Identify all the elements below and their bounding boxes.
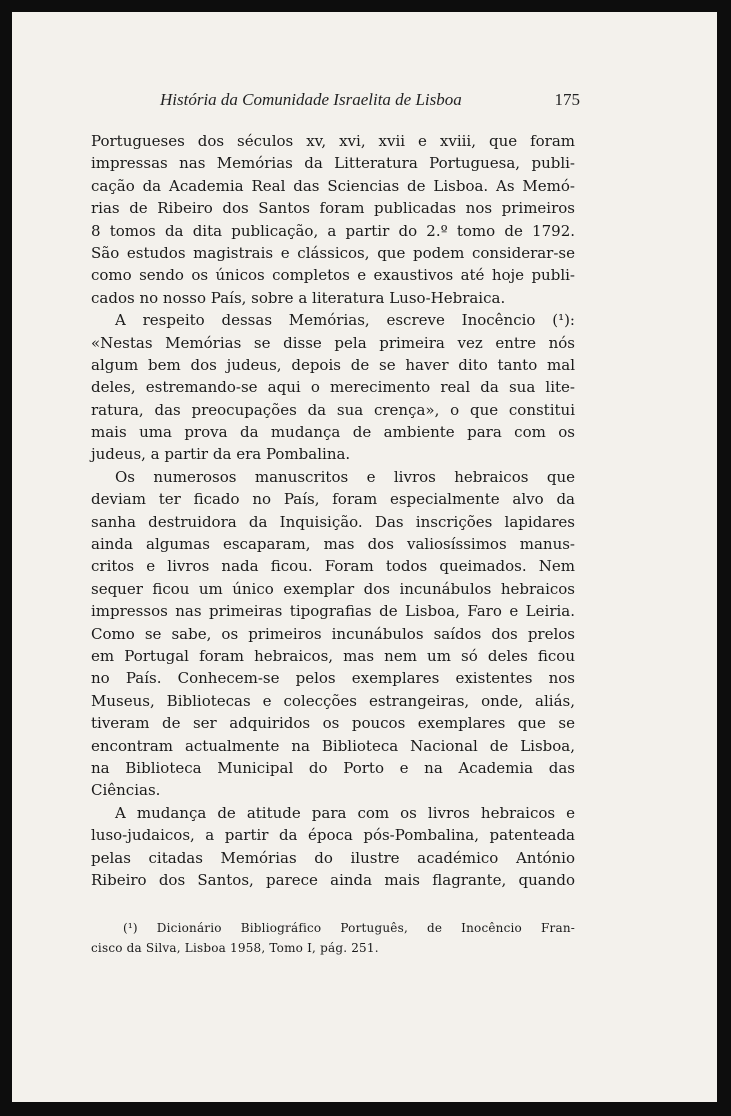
text-line: critos e livros nada ficou. Foram todos queimados. Nem [91,557,575,576]
footnote-line: cisco da Silva, Lisboa 1958, Tomo I, pág. 251. [91,941,379,955]
text-line: judeus, a partir da era Pombalina. [91,445,351,464]
text-line: deles, estremando-se aqui o merecimento real da sua lite- [91,378,575,397]
text-line: cação da Academia Real das Sciencias de Lisboa. As Memó- [91,176,575,195]
text-line: impressas nas Memórias da Litteratura Portuguesa, publi- [91,154,575,173]
text-line: «Nestas Memórias se disse pela primeira vez entre nós [91,333,575,352]
page-header [140,90,580,114]
text-line: cados no nosso País, sobre a literatura Luso-Hebraica. [91,288,506,307]
text-line: deviam ter ficado no País, foram especialmente alvo da [91,490,575,509]
text-line: Museus, Bibliotecas e colecções estrangeiras, onde, aliás, [91,691,575,710]
text-line: A mudança de atitude para com os livros hebraicos e [115,803,575,822]
book-page [12,12,717,1102]
text-line: impressos nas primeiras tipografias de Lisboa, Faro e Leiria. [91,602,575,621]
footnote [91,918,575,958]
text-line: tiveram de ser adquiridos os poucos exemplares que se [91,714,575,733]
text-line: São estudos magistrais e clássicos, que podem considerar-se [91,243,575,262]
text-line: luso-judaicos, a partir da época pós-Pombalina, patenteada [91,826,575,845]
text-line: A respeito dessas Memórias, escreve Inocêncio (¹): [115,311,575,330]
text-line: algum bem dos judeus, depois de se haver dito tanto mal [91,355,575,374]
text-line: ainda algumas escaparam, mas dos valiosíssimos manus- [91,535,575,554]
text-line: Os numerosos manuscritos e livros hebraicos que [115,467,575,486]
text-line: Ribeiro dos Santos, parece ainda mais flagrante, quando [91,870,575,889]
text-line: rias de Ribeiro dos Santos foram publicadas nos primeiros [91,199,575,218]
text-line: Portugueses dos séculos xv, xvi, xvii e xviii, que foram [91,132,575,150]
text-line: pelas citadas Memórias do ilustre académico António [91,848,575,867]
text-line: encontram actualmente na Biblioteca Nacional de Lisboa, [91,736,575,755]
text-line: como sendo os únicos completos e exaustivos até hoje publi- [91,266,575,285]
text-line: no País. Conhecem-se pelos exemplares existentes nos [91,669,575,688]
text-line: na Biblioteca Municipal do Porto e na Academia das [91,758,575,777]
text-line: Ciências. [91,781,161,800]
footnote-line: (¹) Dicionário Bibliográfico Português, de Inocêncio Fran- [123,921,575,935]
text-line: sequer ficou um único exemplar dos incunábulos hebraicos [91,579,575,598]
body-text [91,130,575,891]
text-line: em Portugal foram hebraicos, mas nem um só deles ficou [91,646,575,665]
text-line: sanha destruidora da Inquisição. Das inscrições lapidares [91,512,575,531]
page-number: 175 [554,90,580,109]
text-line: ratura, das preocupações da sua crença», o que constitui [91,400,575,419]
text-line: Como se sabe, os primeiros incunábulos saídos dos prelos [91,624,575,643]
running-title: História da Comunidade Israelita de Lisboa [160,90,462,109]
text-line: 8 tomos da dita publicação, a partir do 2.º tomo de 1792. [91,221,575,240]
text-line: mais uma prova da mudança de ambiente para com os [91,423,575,442]
